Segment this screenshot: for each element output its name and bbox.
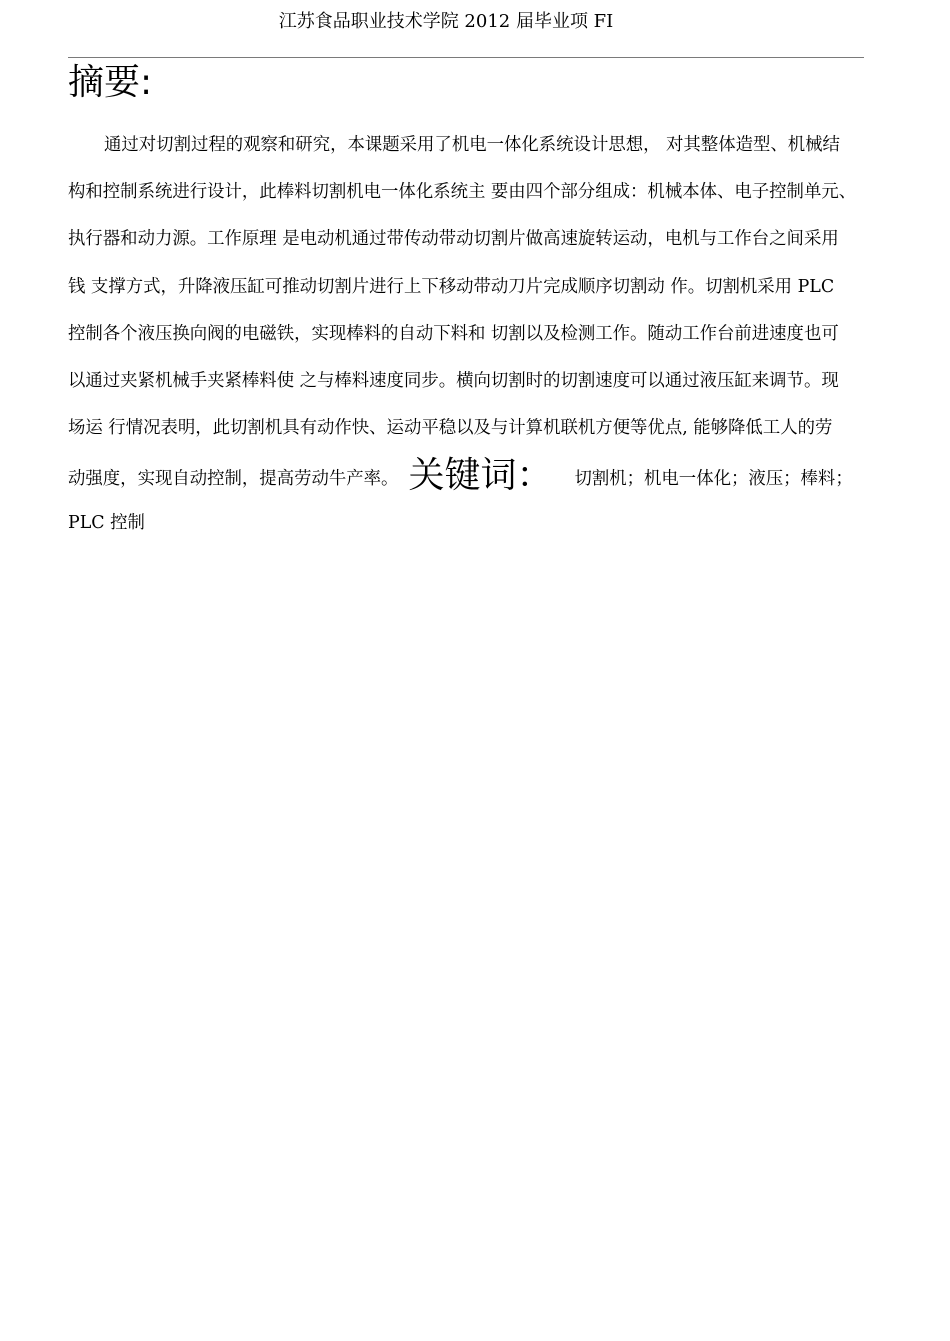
keywords-label: 关键词： bbox=[408, 455, 553, 497]
header-rule bbox=[68, 57, 864, 58]
abstract-line: 通过对切割过程的观察和研究，本课题采用了机电一体化系统设计思想， 对其整体造型、机械结 bbox=[104, 135, 840, 155]
abstract-line: 构和控制系统进行设计，此棒料切割机电一体化系统主 要由四个部分组成：机械本体、电子控制单元、 bbox=[68, 182, 857, 203]
abstract-line: 控制各个液压换向阀的电磁铁，实现棒料的自动下料和 切割以及检测工作。随动工作台前进速度也可 bbox=[68, 323, 839, 344]
page-header: 江苏食品职业技术学院 2012 届毕业项 FI bbox=[278, 11, 614, 32]
abstract-line: 场运 行情况表明，此切割机具有动作快、运动平稳以及与计算机联机方便等优点, 能够降低工人的劳 bbox=[68, 418, 833, 439]
abstract-line: 执行器和动力源。工作原理 是电动机通过带传动带动切割片做高速旋转运动，电机与工作台之间采用 bbox=[68, 229, 839, 250]
keywords-list: 切割机；机电一体化；液压；棒料； bbox=[574, 469, 853, 490]
abstract-heading: 摘要: bbox=[68, 62, 153, 103]
abstract-line: 以通过夹紧机械手夹紧棒料使 之与棒料速度同步。横向切割时的切割速度可以通过液压缸来调节。现 bbox=[68, 370, 839, 391]
abstract-line: 钱 支撑方式，升降液压缸可推动切割片进行上下移动带动刀片完成顺序切割动 作。切割机采用 PLC bbox=[68, 276, 835, 297]
keywords-continuation: PLC 控制 bbox=[68, 512, 145, 533]
abstract-body bbox=[68, 122, 868, 547]
abstract-line-with-keywords bbox=[68, 452, 868, 499]
abstract-last-sentence: 动强度，实现自动控制，提高劳动牛产率。 bbox=[68, 469, 399, 490]
